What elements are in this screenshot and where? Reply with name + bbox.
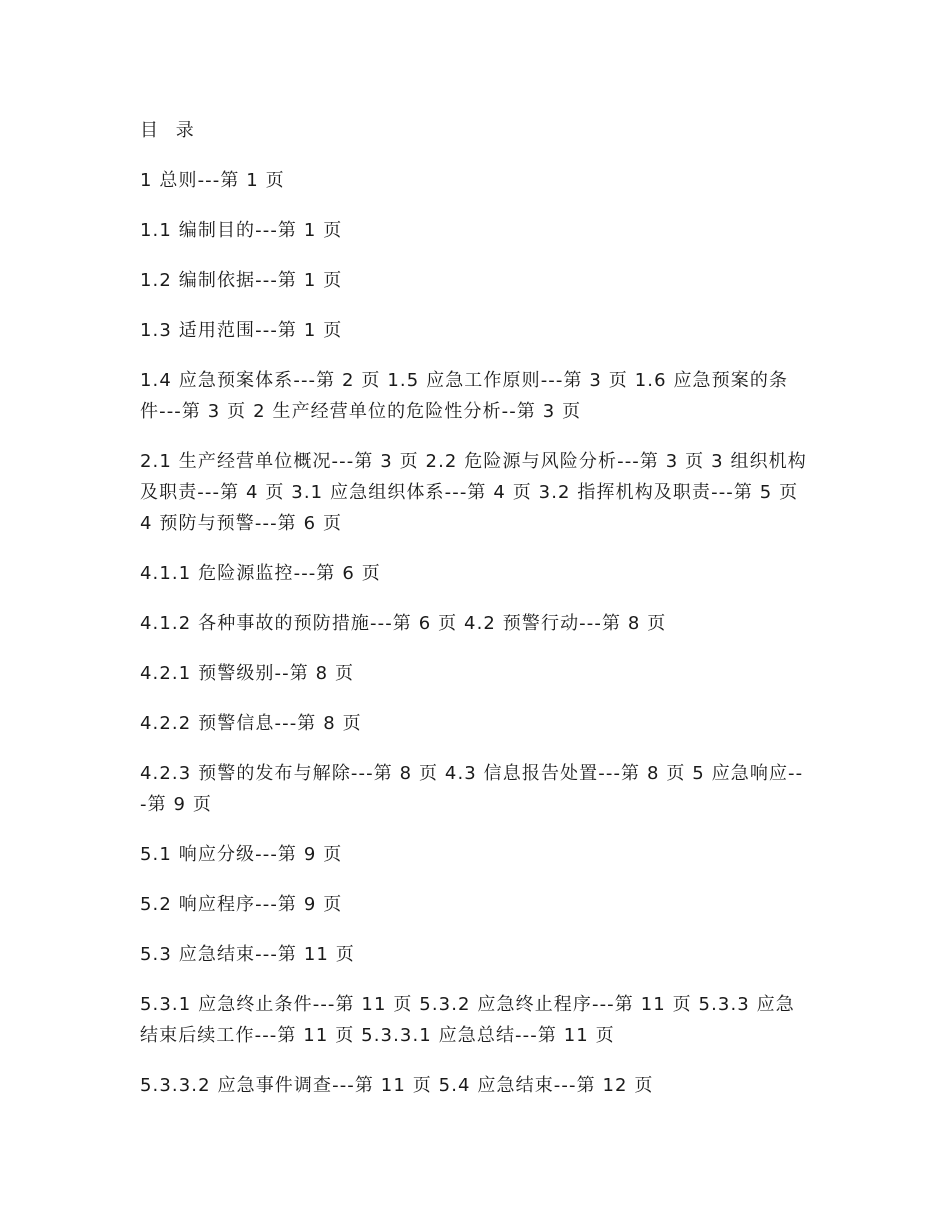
toc-entry: 4.1.2 各种事故的预防措施---第 6 页 4.2 预警行动---第 8 页 bbox=[140, 613, 667, 634]
toc-entry: 5.3.1 应急终止条件---第 11 页 5.3.2 应急终止程序---第 11 页 5.3.3 应急结束后续工作---第 11 页 5.3.3.1 应急总结---第 11 页 bbox=[140, 994, 795, 1046]
toc-entry: 2.1 生产经营单位概况---第 3 页 2.2 危险源与风险分析---第 3 页 3 组织机构及职责---第 4 页 3.1 应急组织体系---第 4 页 3.2 指挥机构及职责---第 5 页 4 预防与预警---第 6 页 bbox=[140, 451, 807, 534]
toc-entry: 5.2 响应程序---第 9 页 bbox=[140, 894, 343, 915]
toc-entry: 1.4 应急预案体系---第 2 页 1.5 应急工作原则---第 3 页 1.6 应急预案的条件---第 3 页 2 生产经营单位的危险性分析--第 3 页 bbox=[140, 370, 789, 422]
toc-title: 目 录 bbox=[140, 120, 200, 141]
toc-entry: 1.3 适用范围---第 1 页 bbox=[140, 320, 343, 341]
toc-entry: 1.1 编制目的---第 1 页 bbox=[140, 220, 343, 241]
toc-entry: 5.3.3.2 应急事件调查---第 11 页 5.4 应急结束---第 12 页 bbox=[140, 1075, 654, 1096]
toc-entry: 5.3 应急结束---第 11 页 bbox=[140, 944, 355, 965]
toc-entry: 5.1 响应分级---第 9 页 bbox=[140, 844, 343, 865]
toc-entry: 1.2 编制依据---第 1 页 bbox=[140, 270, 343, 291]
toc-entry: 4.1.1 危险源监控---第 6 页 bbox=[140, 563, 381, 584]
toc-entry: 4.2.2 预警信息---第 8 页 bbox=[140, 713, 362, 734]
toc-entry: 1 总则---第 1 页 bbox=[140, 170, 285, 191]
toc-entry: 4.2.3 预警的发布与解除---第 8 页 4.3 信息报告处置---第 8 页 5 应急响应---第 9 页 bbox=[140, 763, 804, 815]
toc-entry: 4.2.1 预警级别--第 8 页 bbox=[140, 663, 355, 684]
document-page bbox=[140, 115, 810, 1120]
